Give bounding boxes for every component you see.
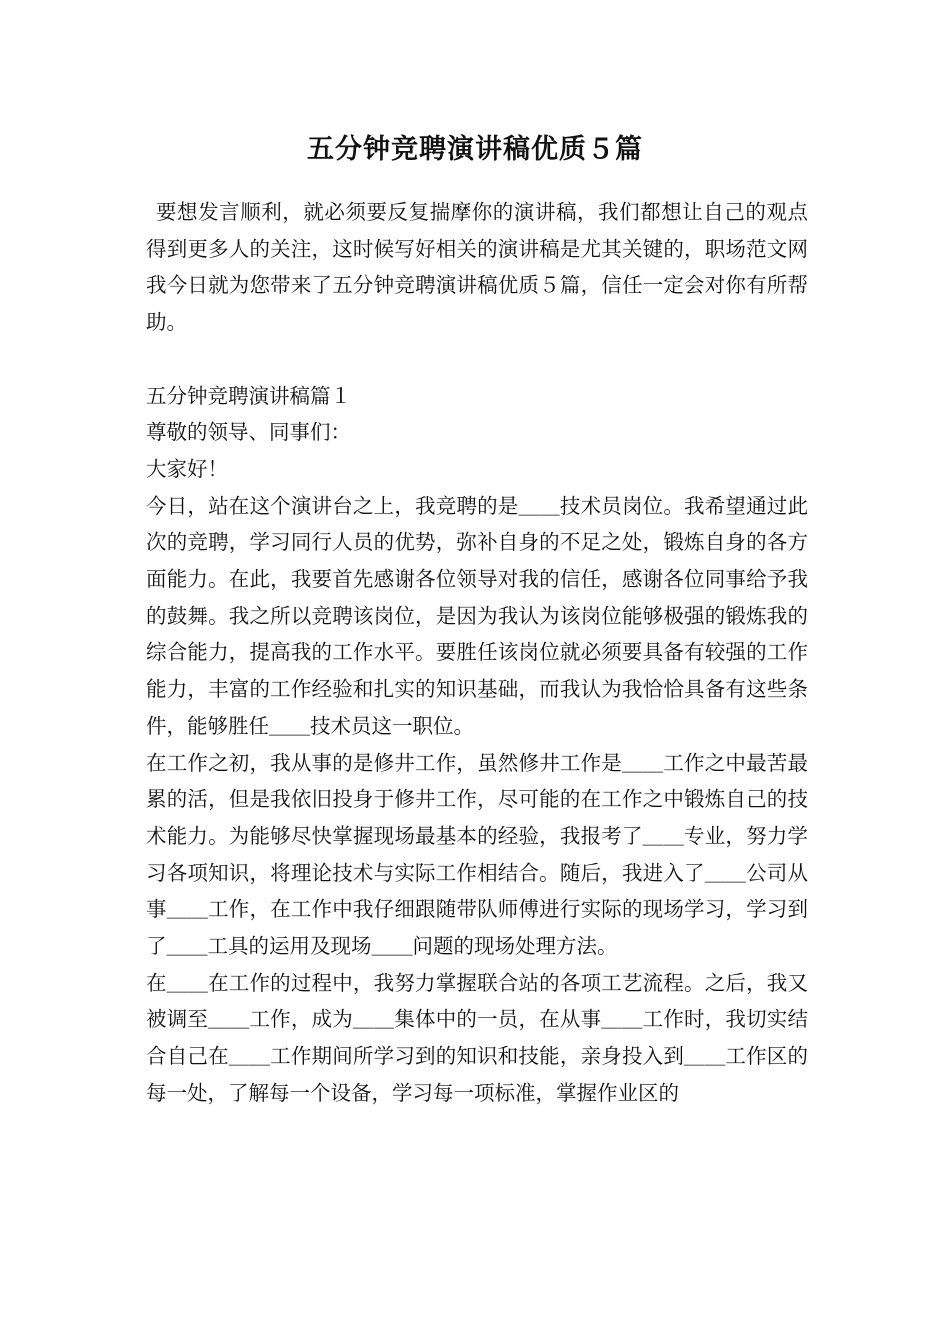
body-paragraph: 在工作之初，我从事的是修井工作，虽然修井工作是＿＿工作之中最苦最累的活，但是我依旧投身于修井工作，尽可能的在工作之中锻炼自己的技术能力。为能够尽快掌握现场最基本的经验，我报考了＿＿专业，努力学习各项知识，将理论技术与实际工作相结合。随后，我进入了＿＿公司从事＿＿工作，在工作中我仔细跟随带队师傅进行实际的现场学习，学习到了＿＿工具的运用及现场＿＿问题的现场处理方法。 [146, 750, 808, 959]
document-title: 五分钟竞聘演讲稿优质５篇 [307, 134, 643, 165]
body-paragraph: 今日，站在这个演讲台之上，我竞聘的是＿＿技术员岗位。我希望通过此次的竞聘，学习同行人员的优势，弥补自身的不足之处，锻炼自身的各方面能力。在此，我要首先感谢各位领导对我的信任，感谢各位同事给予我的鼓舞。我之所以竞聘该岗位，是因为我认为该岗位能够极强的锻炼我的综合能力，提高我的工作水平。要胜任该岗位就必须要具备有较强的工作能力，丰富的工作经验和扎实的知识基础，而我认为我恰恰具备有这些条件，能够胜任＿＿技术员这一职位。 [146, 493, 808, 738]
salutation: 尊敬的领导、同事们： [146, 420, 351, 445]
greeting: 大家好！ [146, 456, 228, 481]
intro-paragraph: 要想发言顺利，就必须要反复揣摩你的演讲稿，我们都想让自己的观点得到更多人的关注，这时候写好相关的演讲稿是尤其关键的，职场范文网我今日就为您带来了五分钟竞聘演讲稿优质５篇，信任一定会对你有所帮助。 [146, 200, 808, 335]
section-heading: 五分钟竞聘演讲稿篇１ [146, 383, 351, 408]
paragraph-spacer [146, 341, 808, 378]
body-paragraph: 在＿＿在工作的过程中，我努力掌握联合站的各项工艺流程。之后，我又被调至＿＿工作，成为＿＿集体中的一员，在从事＿＿工作时，我切实结合自己在＿＿工作期间所学习到的知识和技能，亲身投入到＿＿工作区的每一处，了解每一个设备，学习每一项标准，掌握作业区的 [146, 970, 808, 1105]
document-body [146, 194, 808, 1112]
